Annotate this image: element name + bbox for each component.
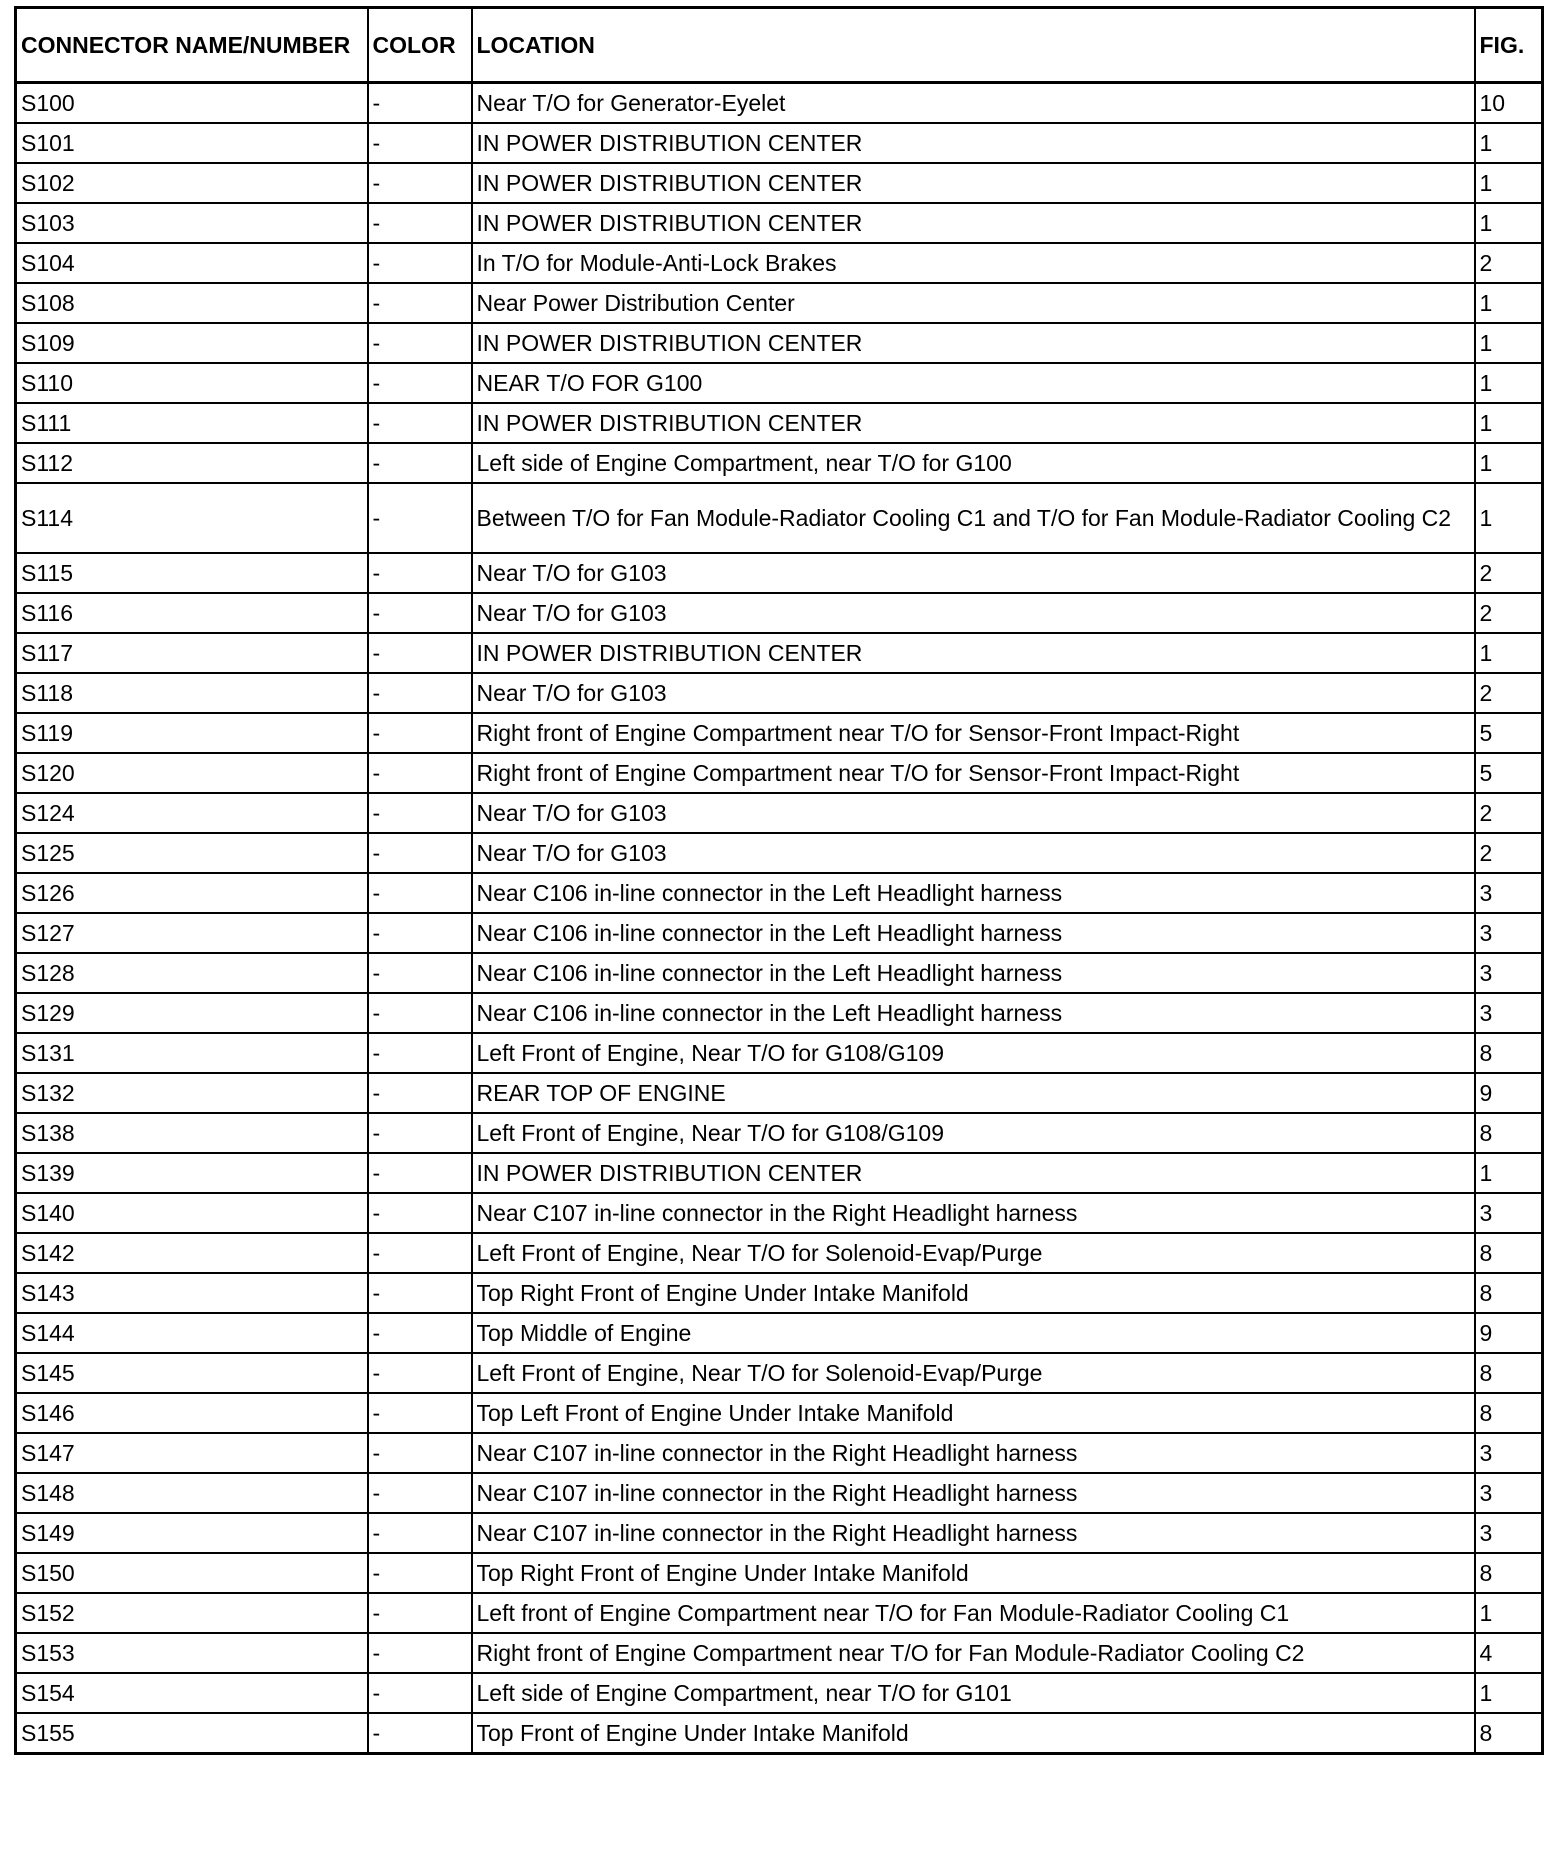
table-row xyxy=(16,403,1543,443)
header-row xyxy=(16,8,1543,83)
color-cell: - xyxy=(368,953,472,993)
color-cell: - xyxy=(368,443,472,483)
fig-cell: 2 xyxy=(1475,243,1543,283)
table-row xyxy=(16,753,1543,793)
table-body xyxy=(16,83,1543,1754)
table-row xyxy=(16,1193,1543,1233)
table-row xyxy=(16,203,1543,243)
location-cell: Right front of Engine Compartment near T/O for Sensor-Front Impact-Right xyxy=(472,713,1475,753)
fig-cell: 2 xyxy=(1475,673,1543,713)
table-row xyxy=(16,443,1543,483)
location-cell: In T/O for Module-Anti-Lock Brakes xyxy=(472,243,1475,283)
location-cell: IN POWER DISTRIBUTION CENTER xyxy=(472,323,1475,363)
fig-cell: 8 xyxy=(1475,1033,1543,1073)
location-cell: Near T/O for G103 xyxy=(472,833,1475,873)
connector-name-cell: S108 xyxy=(16,283,368,323)
color-cell: - xyxy=(368,713,472,753)
table-row xyxy=(16,1713,1543,1754)
connector-name-cell: S129 xyxy=(16,993,368,1033)
location-cell: Right front of Engine Compartment near T/O for Sensor-Front Impact-Right xyxy=(472,753,1475,793)
connector-name-cell: S138 xyxy=(16,1113,368,1153)
location-cell: Top Middle of Engine xyxy=(472,1313,1475,1353)
location-cell: Between T/O for Fan Module-Radiator Cooling C1 and T/O for Fan Module-Radiator Cooling C2 xyxy=(472,483,1475,553)
location-cell: Left Front of Engine, Near T/O for G108/G109 xyxy=(472,1033,1475,1073)
table-row xyxy=(16,123,1543,163)
fig-cell: 3 xyxy=(1475,993,1543,1033)
connector-name-cell: S109 xyxy=(16,323,368,363)
table-row xyxy=(16,363,1543,403)
fig-cell: 8 xyxy=(1475,1233,1543,1273)
location-cell: Near Power Distribution Center xyxy=(472,283,1475,323)
color-cell: - xyxy=(368,483,472,553)
table-row xyxy=(16,243,1543,283)
table-row xyxy=(16,953,1543,993)
table-row xyxy=(16,1433,1543,1473)
table-row xyxy=(16,1553,1543,1593)
location-cell: Near C106 in-line connector in the Left Headlight harness xyxy=(472,913,1475,953)
connector-name-cell: S127 xyxy=(16,913,368,953)
location-cell: Right front of Engine Compartment near T/O for Fan Module-Radiator Cooling C2 xyxy=(472,1633,1475,1673)
fig-cell: 1 xyxy=(1475,403,1543,443)
location-cell: Near C107 in-line connector in the Right Headlight harness xyxy=(472,1513,1475,1553)
table-row xyxy=(16,1593,1543,1633)
table-row xyxy=(16,633,1543,673)
fig-cell: 1 xyxy=(1475,203,1543,243)
location-cell: Top Left Front of Engine Under Intake Manifold xyxy=(472,1393,1475,1433)
location-cell: Left Front of Engine, Near T/O for Solenoid-Evap/Purge xyxy=(472,1353,1475,1393)
color-cell: - xyxy=(368,1593,472,1633)
location-cell: IN POWER DISTRIBUTION CENTER xyxy=(472,163,1475,203)
fig-cell: 2 xyxy=(1475,553,1543,593)
connector-name-cell: S126 xyxy=(16,873,368,913)
color-cell: - xyxy=(368,593,472,633)
color-cell: - xyxy=(368,283,472,323)
connector-name-cell: S114 xyxy=(16,483,368,553)
table-row xyxy=(16,1513,1543,1553)
connector-name-cell: S150 xyxy=(16,1553,368,1593)
fig-cell: 1 xyxy=(1475,283,1543,323)
color-cell: - xyxy=(368,1233,472,1273)
connector-name-cell: S103 xyxy=(16,203,368,243)
table-row xyxy=(16,1473,1543,1513)
fig-cell: 3 xyxy=(1475,1513,1543,1553)
table-row xyxy=(16,553,1543,593)
color-cell: - xyxy=(368,1353,472,1393)
fig-cell: 1 xyxy=(1475,163,1543,203)
fig-cell: 4 xyxy=(1475,1633,1543,1673)
connector-name-cell: S144 xyxy=(16,1313,368,1353)
table-row xyxy=(16,1153,1543,1193)
table-row xyxy=(16,1273,1543,1313)
connector-name-cell: S154 xyxy=(16,1673,368,1713)
table-row xyxy=(16,1393,1543,1433)
fig-cell: 1 xyxy=(1475,1673,1543,1713)
table-row xyxy=(16,873,1543,913)
fig-cell: 3 xyxy=(1475,913,1543,953)
connector-name-cell: S128 xyxy=(16,953,368,993)
color-cell: - xyxy=(368,1193,472,1233)
fig-cell: 3 xyxy=(1475,1193,1543,1233)
location-cell: Near T/O for Generator-Eyelet xyxy=(472,83,1475,124)
table-row xyxy=(16,993,1543,1033)
color-cell: - xyxy=(368,323,472,363)
connector-name-cell: S125 xyxy=(16,833,368,873)
color-cell: - xyxy=(368,243,472,283)
location-cell: Top Right Front of Engine Under Intake Manifold xyxy=(472,1553,1475,1593)
connector-name-cell: S155 xyxy=(16,1713,368,1754)
location-cell: Near C106 in-line connector in the Left Headlight harness xyxy=(472,993,1475,1033)
location-cell: Top Right Front of Engine Under Intake Manifold xyxy=(472,1273,1475,1313)
fig-cell: 1 xyxy=(1475,483,1543,553)
table-row xyxy=(16,323,1543,363)
location-cell: NEAR T/O FOR G100 xyxy=(472,363,1475,403)
fig-cell: 1 xyxy=(1475,443,1543,483)
fig-cell: 5 xyxy=(1475,713,1543,753)
table-row xyxy=(16,283,1543,323)
location-cell: IN POWER DISTRIBUTION CENTER xyxy=(472,203,1475,243)
location-cell: IN POWER DISTRIBUTION CENTER xyxy=(472,1153,1475,1193)
fig-cell: 8 xyxy=(1475,1353,1543,1393)
color-cell: - xyxy=(368,753,472,793)
connector-location-sheet xyxy=(14,6,1544,1755)
color-cell: - xyxy=(368,1633,472,1673)
header-location: LOCATION xyxy=(472,8,1475,83)
location-cell: Near C107 in-line connector in the Right Headlight harness xyxy=(472,1193,1475,1233)
connector-name-cell: S153 xyxy=(16,1633,368,1673)
color-cell: - xyxy=(368,1153,472,1193)
connector-name-cell: S148 xyxy=(16,1473,368,1513)
header-color: COLOR xyxy=(368,8,472,83)
color-cell: - xyxy=(368,1553,472,1593)
color-cell: - xyxy=(368,1513,472,1553)
connector-name-cell: S140 xyxy=(16,1193,368,1233)
fig-cell: 2 xyxy=(1475,793,1543,833)
connector-name-cell: S142 xyxy=(16,1233,368,1273)
color-cell: - xyxy=(368,793,472,833)
fig-cell: 3 xyxy=(1475,873,1543,913)
location-cell: REAR TOP OF ENGINE xyxy=(472,1073,1475,1113)
color-cell: - xyxy=(368,873,472,913)
table-row xyxy=(16,1233,1543,1273)
table-row xyxy=(16,673,1543,713)
fig-cell: 8 xyxy=(1475,1113,1543,1153)
color-cell: - xyxy=(368,993,472,1033)
fig-cell: 1 xyxy=(1475,363,1543,403)
location-cell: Left front of Engine Compartment near T/O for Fan Module-Radiator Cooling C1 xyxy=(472,1593,1475,1633)
table-row xyxy=(16,593,1543,633)
location-cell: Near C107 in-line connector in the Right Headlight harness xyxy=(472,1473,1475,1513)
color-cell: - xyxy=(368,633,472,673)
color-cell: - xyxy=(368,1313,472,1353)
fig-cell: 1 xyxy=(1475,1593,1543,1633)
table-row xyxy=(16,83,1543,124)
table-row xyxy=(16,163,1543,203)
fig-cell: 3 xyxy=(1475,1433,1543,1473)
color-cell: - xyxy=(368,403,472,443)
location-cell: Left Front of Engine, Near T/O for Solenoid-Evap/Purge xyxy=(472,1233,1475,1273)
table-row xyxy=(16,1313,1543,1353)
color-cell: - xyxy=(368,163,472,203)
fig-cell: 5 xyxy=(1475,753,1543,793)
table-row xyxy=(16,1033,1543,1073)
color-cell: - xyxy=(368,123,472,163)
connector-name-cell: S101 xyxy=(16,123,368,163)
color-cell: - xyxy=(368,833,472,873)
connector-name-cell: S116 xyxy=(16,593,368,633)
connector-name-cell: S117 xyxy=(16,633,368,673)
connector-name-cell: S112 xyxy=(16,443,368,483)
fig-cell: 8 xyxy=(1475,1393,1543,1433)
location-cell: IN POWER DISTRIBUTION CENTER xyxy=(472,633,1475,673)
fig-cell: 9 xyxy=(1475,1073,1543,1113)
connector-name-cell: S124 xyxy=(16,793,368,833)
connector-name-cell: S120 xyxy=(16,753,368,793)
location-cell: Near T/O for G103 xyxy=(472,793,1475,833)
connector-name-cell: S146 xyxy=(16,1393,368,1433)
connector-name-cell: S115 xyxy=(16,553,368,593)
fig-cell: 10 xyxy=(1475,83,1543,124)
location-cell: IN POWER DISTRIBUTION CENTER xyxy=(472,403,1475,443)
location-cell: IN POWER DISTRIBUTION CENTER xyxy=(472,123,1475,163)
color-cell: - xyxy=(368,363,472,403)
connector-name-cell: S145 xyxy=(16,1353,368,1393)
table-row xyxy=(16,1113,1543,1153)
connector-name-cell: S118 xyxy=(16,673,368,713)
color-cell: - xyxy=(368,83,472,124)
color-cell: - xyxy=(368,1393,472,1433)
connector-name-cell: S110 xyxy=(16,363,368,403)
fig-cell: 2 xyxy=(1475,593,1543,633)
fig-cell: 1 xyxy=(1475,1153,1543,1193)
color-cell: - xyxy=(368,1273,472,1313)
location-cell: Near T/O for G103 xyxy=(472,553,1475,593)
header-fig: FIG. xyxy=(1475,8,1543,83)
table-row xyxy=(16,833,1543,873)
header-connector-name: CONNECTOR NAME/NUMBER xyxy=(16,8,368,83)
connector-name-cell: S119 xyxy=(16,713,368,753)
table-row xyxy=(16,483,1543,553)
color-cell: - xyxy=(368,1713,472,1754)
connector-name-cell: S131 xyxy=(16,1033,368,1073)
color-cell: - xyxy=(368,553,472,593)
location-cell: Near T/O for G103 xyxy=(472,593,1475,633)
color-cell: - xyxy=(368,1033,472,1073)
fig-cell: 8 xyxy=(1475,1273,1543,1313)
fig-cell: 1 xyxy=(1475,123,1543,163)
table-row xyxy=(16,713,1543,753)
color-cell: - xyxy=(368,203,472,243)
location-cell: Left side of Engine Compartment, near T/O for G101 xyxy=(472,1673,1475,1713)
fig-cell: 2 xyxy=(1475,833,1543,873)
connector-name-cell: S139 xyxy=(16,1153,368,1193)
connector-table xyxy=(14,6,1544,1755)
table-row xyxy=(16,1073,1543,1113)
connector-name-cell: S111 xyxy=(16,403,368,443)
color-cell: - xyxy=(368,1113,472,1153)
fig-cell: 8 xyxy=(1475,1713,1543,1754)
fig-cell: 9 xyxy=(1475,1313,1543,1353)
location-cell: Near T/O for G103 xyxy=(472,673,1475,713)
table-row xyxy=(16,1633,1543,1673)
color-cell: - xyxy=(368,1073,472,1113)
fig-cell: 3 xyxy=(1475,953,1543,993)
location-cell: Top Front of Engine Under Intake Manifold xyxy=(472,1713,1475,1754)
connector-name-cell: S147 xyxy=(16,1433,368,1473)
table-row xyxy=(16,793,1543,833)
location-cell: Near C107 in-line connector in the Right Headlight harness xyxy=(472,1433,1475,1473)
location-cell: Left Front of Engine, Near T/O for G108/G109 xyxy=(472,1113,1475,1153)
fig-cell: 3 xyxy=(1475,1473,1543,1513)
table-row xyxy=(16,1673,1543,1713)
connector-name-cell: S102 xyxy=(16,163,368,203)
fig-cell: 8 xyxy=(1475,1553,1543,1593)
connector-name-cell: S149 xyxy=(16,1513,368,1553)
location-cell: Near C106 in-line connector in the Left Headlight harness xyxy=(472,873,1475,913)
table-row xyxy=(16,1353,1543,1393)
color-cell: - xyxy=(368,1473,472,1513)
fig-cell: 1 xyxy=(1475,323,1543,363)
location-cell: Near C106 in-line connector in the Left Headlight harness xyxy=(472,953,1475,993)
location-cell: Left side of Engine Compartment, near T/O for G100 xyxy=(472,443,1475,483)
connector-name-cell: S104 xyxy=(16,243,368,283)
connector-name-cell: S100 xyxy=(16,83,368,124)
connector-name-cell: S143 xyxy=(16,1273,368,1313)
color-cell: - xyxy=(368,913,472,953)
color-cell: - xyxy=(368,1433,472,1473)
color-cell: - xyxy=(368,1673,472,1713)
color-cell: - xyxy=(368,673,472,713)
connector-name-cell: S132 xyxy=(16,1073,368,1113)
connector-name-cell: S152 xyxy=(16,1593,368,1633)
table-row xyxy=(16,913,1543,953)
fig-cell: 1 xyxy=(1475,633,1543,673)
